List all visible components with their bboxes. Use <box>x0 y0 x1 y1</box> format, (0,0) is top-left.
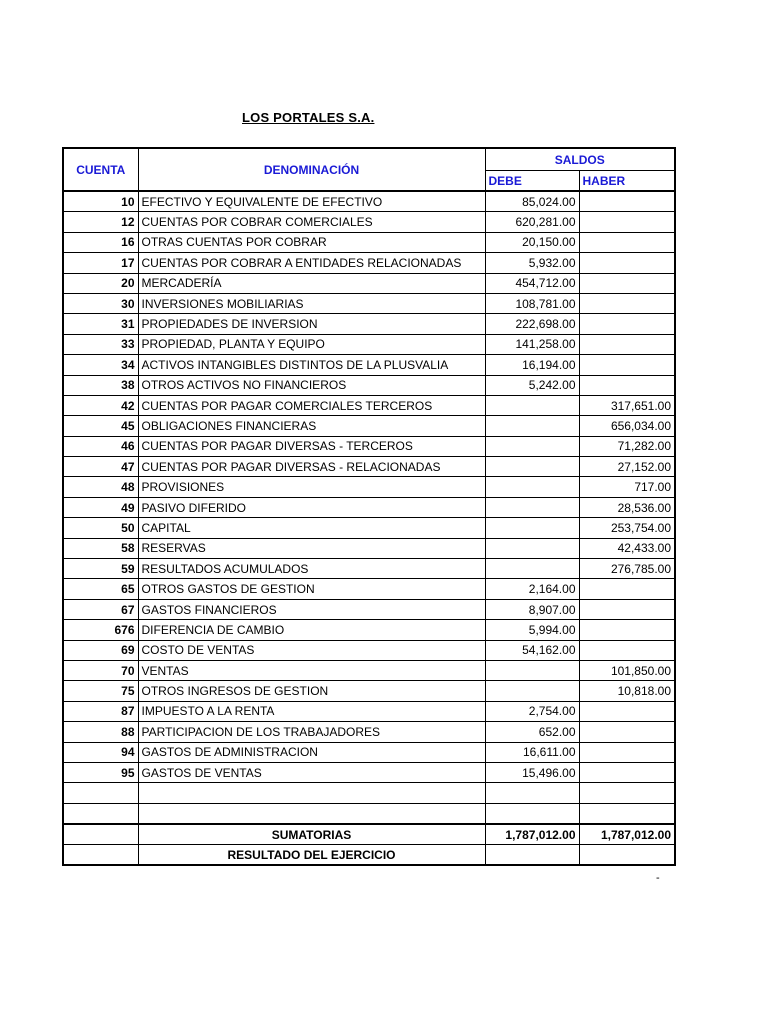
account-code: 20 <box>63 273 138 293</box>
account-code: 45 <box>63 416 138 436</box>
account-name: MERCADERÍA <box>138 273 485 293</box>
debe-value: 2,754.00 <box>485 701 579 721</box>
table-row <box>63 273 675 293</box>
account-code: 48 <box>63 477 138 497</box>
debe-value: 16,194.00 <box>485 355 579 375</box>
resultado-empty-cell <box>63 845 138 866</box>
account-code: 17 <box>63 253 138 273</box>
haber-value <box>579 599 675 619</box>
account-name: PROPIEDAD, PLANTA Y EQUIPO <box>138 334 485 354</box>
account-name: INVERSIONES MOBILIARIAS <box>138 293 485 313</box>
account-name: OTRAS CUENTAS POR COBRAR <box>138 232 485 252</box>
sumatorias-haber: 1,787,012.00 <box>579 824 675 845</box>
haber-value: 10,818.00 <box>579 681 675 701</box>
debe-value <box>485 559 579 579</box>
table-row <box>63 518 675 538</box>
haber-value <box>579 722 675 742</box>
haber-value <box>579 803 675 824</box>
debe-value <box>485 395 579 415</box>
header-haber: HABER <box>579 171 675 192</box>
account-code: 676 <box>63 620 138 640</box>
table-row <box>63 762 675 782</box>
debe-value: 54,162.00 <box>485 640 579 660</box>
haber-value <box>579 742 675 762</box>
account-name: CUENTAS POR PAGAR COMERCIALES TERCEROS <box>138 395 485 415</box>
account-name: GASTOS FINANCIEROS <box>138 599 485 619</box>
haber-value: 253,754.00 <box>579 518 675 538</box>
debe-value: 5,994.00 <box>485 620 579 640</box>
table-row <box>63 293 675 313</box>
haber-value: 656,034.00 <box>579 416 675 436</box>
table-row <box>63 212 675 232</box>
haber-value <box>579 232 675 252</box>
haber-value: 28,536.00 <box>579 497 675 517</box>
table-row <box>63 559 675 579</box>
resultado-debe <box>485 845 579 866</box>
account-name: OBLIGACIONES FINANCIERAS <box>138 416 485 436</box>
account-name: OTROS GASTOS DE GESTION <box>138 579 485 599</box>
table-row <box>63 436 675 456</box>
header-denominacion: DENOMINACIÓN <box>138 148 485 191</box>
haber-value: 27,152.00 <box>579 457 675 477</box>
resultado-label: RESULTADO DEL EJERCICIO <box>138 845 485 866</box>
account-code: 16 <box>63 232 138 252</box>
account-name: RESERVAS <box>138 538 485 558</box>
debe-value: 141,258.00 <box>485 334 579 354</box>
table-row <box>63 395 675 415</box>
account-code: 12 <box>63 212 138 232</box>
header-debe: DEBE <box>485 171 579 192</box>
table-row <box>63 803 675 824</box>
header-saldos: SALDOS <box>485 148 675 171</box>
haber-value <box>579 783 675 803</box>
table-row <box>63 416 675 436</box>
debe-value <box>485 518 579 538</box>
account-name: PASIVO DIFERIDO <box>138 497 485 517</box>
account-name: PROPIEDADES DE INVERSION <box>138 314 485 334</box>
debe-value <box>485 783 579 803</box>
debe-value <box>485 436 579 456</box>
table-row <box>63 538 675 558</box>
account-code: 75 <box>63 681 138 701</box>
footer-mark: - <box>656 872 660 884</box>
table-row <box>63 681 675 701</box>
table-row <box>63 579 675 599</box>
table-row <box>63 375 675 395</box>
sumatorias-label: SUMATORIAS <box>138 824 485 845</box>
haber-value <box>579 253 675 273</box>
haber-value <box>579 701 675 721</box>
account-name: RESULTADOS ACUMULADOS <box>138 559 485 579</box>
account-code: 69 <box>63 640 138 660</box>
account-name: OTROS INGRESOS DE GESTION <box>138 681 485 701</box>
table-row <box>63 599 675 619</box>
debe-value: 5,242.00 <box>485 375 579 395</box>
account-code: 31 <box>63 314 138 334</box>
account-code <box>63 803 138 824</box>
account-name: PROVISIONES <box>138 477 485 497</box>
haber-value: 71,282.00 <box>579 436 675 456</box>
table-row <box>63 497 675 517</box>
table-row <box>63 334 675 354</box>
account-code: 38 <box>63 375 138 395</box>
account-code: 33 <box>63 334 138 354</box>
account-code: 49 <box>63 497 138 517</box>
ledger-body <box>63 191 675 824</box>
account-code: 58 <box>63 538 138 558</box>
account-name: CUENTAS POR COBRAR COMERCIALES <box>138 212 485 232</box>
haber-value: 276,785.00 <box>579 559 675 579</box>
table-row <box>63 191 675 212</box>
account-code: 34 <box>63 355 138 375</box>
haber-value <box>579 620 675 640</box>
debe-value <box>485 660 579 680</box>
table-row <box>63 620 675 640</box>
account-name: CUENTAS POR PAGAR DIVERSAS - TERCEROS <box>138 436 485 456</box>
account-name: OTROS ACTIVOS NO FINANCIEROS <box>138 375 485 395</box>
account-code: 87 <box>63 701 138 721</box>
account-code: 10 <box>63 191 138 212</box>
sumatorias-debe: 1,787,012.00 <box>485 824 579 845</box>
debe-value: 8,907.00 <box>485 599 579 619</box>
debe-value: 454,712.00 <box>485 273 579 293</box>
account-name: IMPUESTO A LA RENTA <box>138 701 485 721</box>
debe-value: 16,611.00 <box>485 742 579 762</box>
table-row <box>63 701 675 721</box>
debe-value <box>485 803 579 824</box>
account-name: DIFERENCIA DE CAMBIO <box>138 620 485 640</box>
haber-value <box>579 212 675 232</box>
table-row <box>63 640 675 660</box>
account-code: 42 <box>63 395 138 415</box>
account-code: 88 <box>63 722 138 742</box>
haber-value <box>579 334 675 354</box>
account-code: 67 <box>63 599 138 619</box>
debe-value: 5,932.00 <box>485 253 579 273</box>
debe-value <box>485 681 579 701</box>
debe-value <box>485 416 579 436</box>
table-row <box>63 232 675 252</box>
account-name: COSTO DE VENTAS <box>138 640 485 660</box>
resultado-haber <box>579 845 675 866</box>
haber-value: 42,433.00 <box>579 538 675 558</box>
account-name: PARTICIPACION DE LOS TRABAJADORES <box>138 722 485 742</box>
account-name: CUENTAS POR COBRAR A ENTIDADES RELACIONADAS <box>138 253 485 273</box>
account-name: ACTIVOS INTANGIBLES DISTINTOS DE LA PLUSVALIA <box>138 355 485 375</box>
haber-value: 717.00 <box>579 477 675 497</box>
account-code: 65 <box>63 579 138 599</box>
debe-value: 222,698.00 <box>485 314 579 334</box>
account-name: VENTAS <box>138 660 485 680</box>
table-row <box>63 355 675 375</box>
haber-value <box>579 293 675 313</box>
debe-value: 85,024.00 <box>485 191 579 212</box>
account-code: 46 <box>63 436 138 456</box>
haber-value <box>579 355 675 375</box>
table-row <box>63 314 675 334</box>
haber-value <box>579 314 675 334</box>
debe-value: 15,496.00 <box>485 762 579 782</box>
account-name: CUENTAS POR PAGAR DIVERSAS - RELACIONADAS <box>138 457 485 477</box>
sumatorias-empty-cell <box>63 824 138 845</box>
table-row <box>63 742 675 762</box>
account-name <box>138 783 485 803</box>
account-code: 94 <box>63 742 138 762</box>
account-code: 50 <box>63 518 138 538</box>
account-name: GASTOS DE VENTAS <box>138 762 485 782</box>
haber-value <box>579 579 675 599</box>
account-name: GASTOS DE ADMINISTRACION <box>138 742 485 762</box>
haber-value <box>579 273 675 293</box>
debe-value <box>485 457 579 477</box>
account-name: CAPITAL <box>138 518 485 538</box>
trial-balance-table <box>62 147 676 866</box>
table-row <box>63 477 675 497</box>
debe-value: 2,164.00 <box>485 579 579 599</box>
account-code <box>63 783 138 803</box>
debe-value <box>485 538 579 558</box>
account-code: 30 <box>63 293 138 313</box>
haber-value: 317,651.00 <box>579 395 675 415</box>
account-name: EFECTIVO Y EQUIVALENTE DE EFECTIVO <box>138 191 485 212</box>
resultado-row <box>63 845 675 866</box>
account-name <box>138 803 485 824</box>
debe-value: 20,150.00 <box>485 232 579 252</box>
table-row <box>63 660 675 680</box>
debe-value <box>485 477 579 497</box>
haber-value <box>579 375 675 395</box>
table-row <box>63 722 675 742</box>
account-code: 59 <box>63 559 138 579</box>
sumatorias-row <box>63 824 675 845</box>
header-cuenta: CUENTA <box>63 148 138 191</box>
account-code: 47 <box>63 457 138 477</box>
table-row <box>63 783 675 803</box>
table-row <box>63 253 675 273</box>
debe-value <box>485 497 579 517</box>
haber-value <box>579 762 675 782</box>
debe-value: 108,781.00 <box>485 293 579 313</box>
debe-value: 652.00 <box>485 722 579 742</box>
account-code: 70 <box>63 660 138 680</box>
account-code: 95 <box>63 762 138 782</box>
haber-value <box>579 640 675 660</box>
debe-value: 620,281.00 <box>485 212 579 232</box>
page-title: LOS PORTALES S.A. <box>242 110 375 125</box>
haber-value: 101,850.00 <box>579 660 675 680</box>
table-row <box>63 457 675 477</box>
haber-value <box>579 191 675 212</box>
